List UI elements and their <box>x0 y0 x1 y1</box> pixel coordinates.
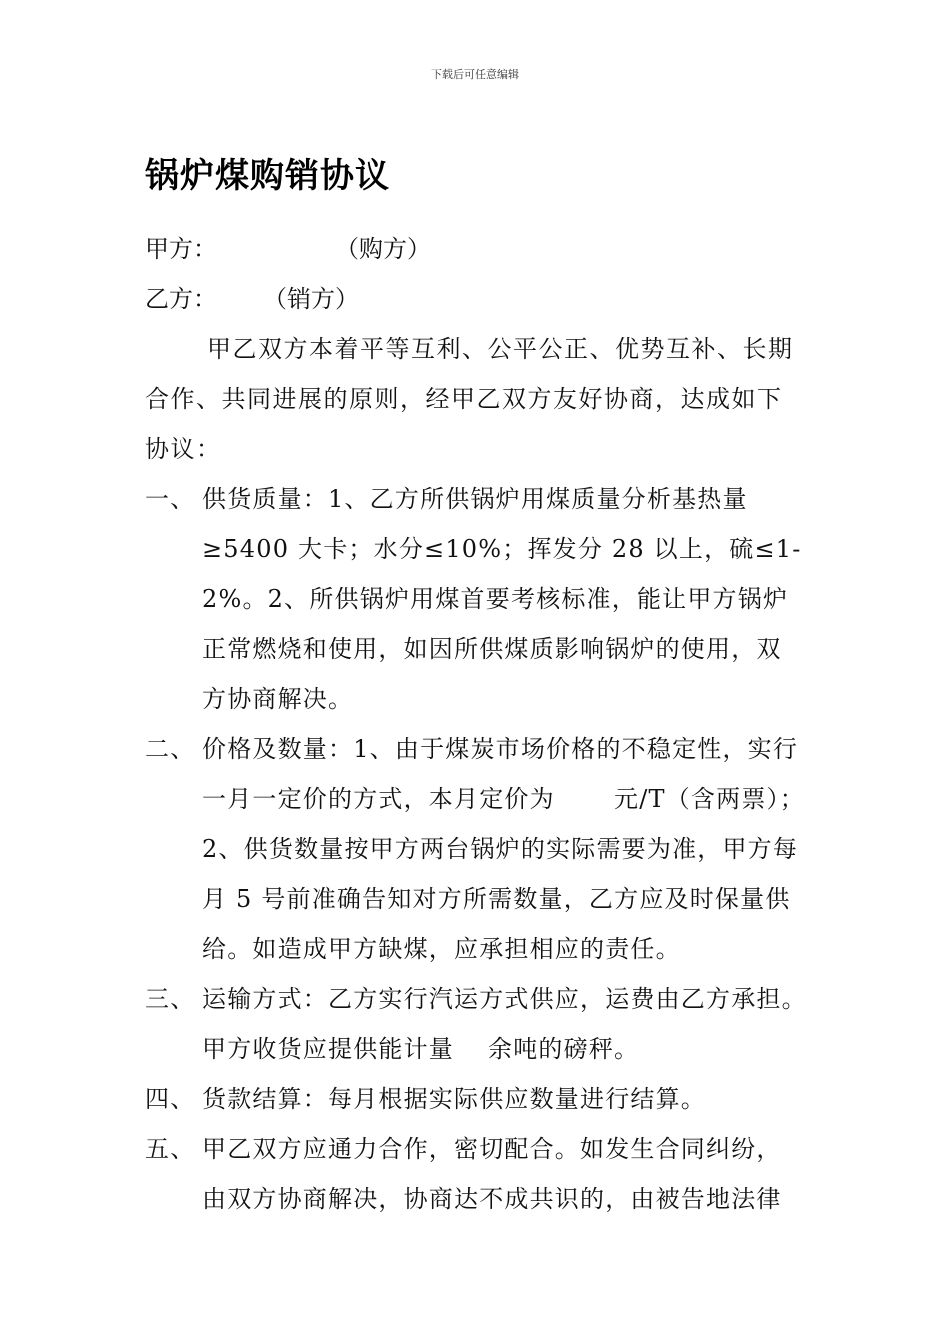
clause-item <box>145 474 845 724</box>
clause-item <box>145 1074 845 1124</box>
header-note: 下载后可任意编辑 <box>431 68 519 81</box>
clause-line: 正常燃烧和使用，如因所供煤质影响锅炉的使用，双 <box>202 635 782 663</box>
intro-line: 合作、共同进展的原则，经甲乙双方友好协商，达成如下 <box>145 385 783 413</box>
clause-line: 由双方协商解决，协商达不成共识的，由被告地法律 <box>202 1185 782 1213</box>
document-title: 锅炉煤购销协议 <box>145 156 390 196</box>
clause-number: 四、 <box>145 1085 196 1113</box>
clause-line: 给。如造成甲方缺煤，应承担相应的责任。 <box>202 935 681 963</box>
clause-item <box>145 1124 845 1224</box>
party-a-line <box>145 224 431 274</box>
clause-line: 2、供货数量按甲方两台锅炉的实际需要为准，甲方每 <box>202 835 799 863</box>
party-b-label: 乙方： <box>145 285 217 313</box>
party-a-label: 甲方： <box>145 235 217 263</box>
party-a-role: （购方） <box>335 235 431 263</box>
clause-line: 价格及数量：1、由于煤炭市场价格的不稳定性，实行 <box>202 735 799 763</box>
clause-line: 月 5 号前准确告知对方所需数量，乙方应及时保量供 <box>202 885 791 913</box>
clause-number: 二、 <box>145 735 196 763</box>
clause-number: 三、 <box>145 985 196 1013</box>
intro-line: 甲乙双方本着平等互利、公平公正、优势互补、长期 <box>207 335 794 363</box>
clause-line: 2%。2、所供锅炉用煤首要考核标准，能让甲方锅炉 <box>202 585 789 613</box>
clause-number: 五、 <box>145 1135 196 1163</box>
clause-item <box>145 724 845 974</box>
clause-list <box>145 474 845 1224</box>
party-b-line <box>145 274 359 324</box>
clause-line: 甲方收货应提供能计量 余吨的磅秤。 <box>202 1035 640 1063</box>
clause-line: 供货质量：1、乙方所供锅炉用煤质量分析基热量 <box>202 485 748 513</box>
intro-paragraph <box>145 324 810 474</box>
clause-line: 运输方式：乙方实行汽运方式供应，运费由乙方承担。 <box>202 985 807 1013</box>
clause-line: 一月一定价的方式，本月定价为 元/T（含两票）； <box>202 785 805 813</box>
party-b-role: （销方） <box>263 285 359 313</box>
clause-line: ≥5400 大卡；水分≤10%；挥发分 28 以上，硫≤1- <box>202 535 802 563</box>
clause-line: 方协商解决。 <box>202 685 354 713</box>
clause-line: 货款结算：每月根据实际供应数量进行结算。 <box>202 1085 706 1113</box>
clause-line: 甲乙双方应通力合作，密切配合。如发生合同纠纷， <box>202 1135 782 1163</box>
clause-number: 一、 <box>145 485 196 513</box>
intro-line: 协议： <box>145 435 222 463</box>
clause-item <box>145 974 845 1074</box>
